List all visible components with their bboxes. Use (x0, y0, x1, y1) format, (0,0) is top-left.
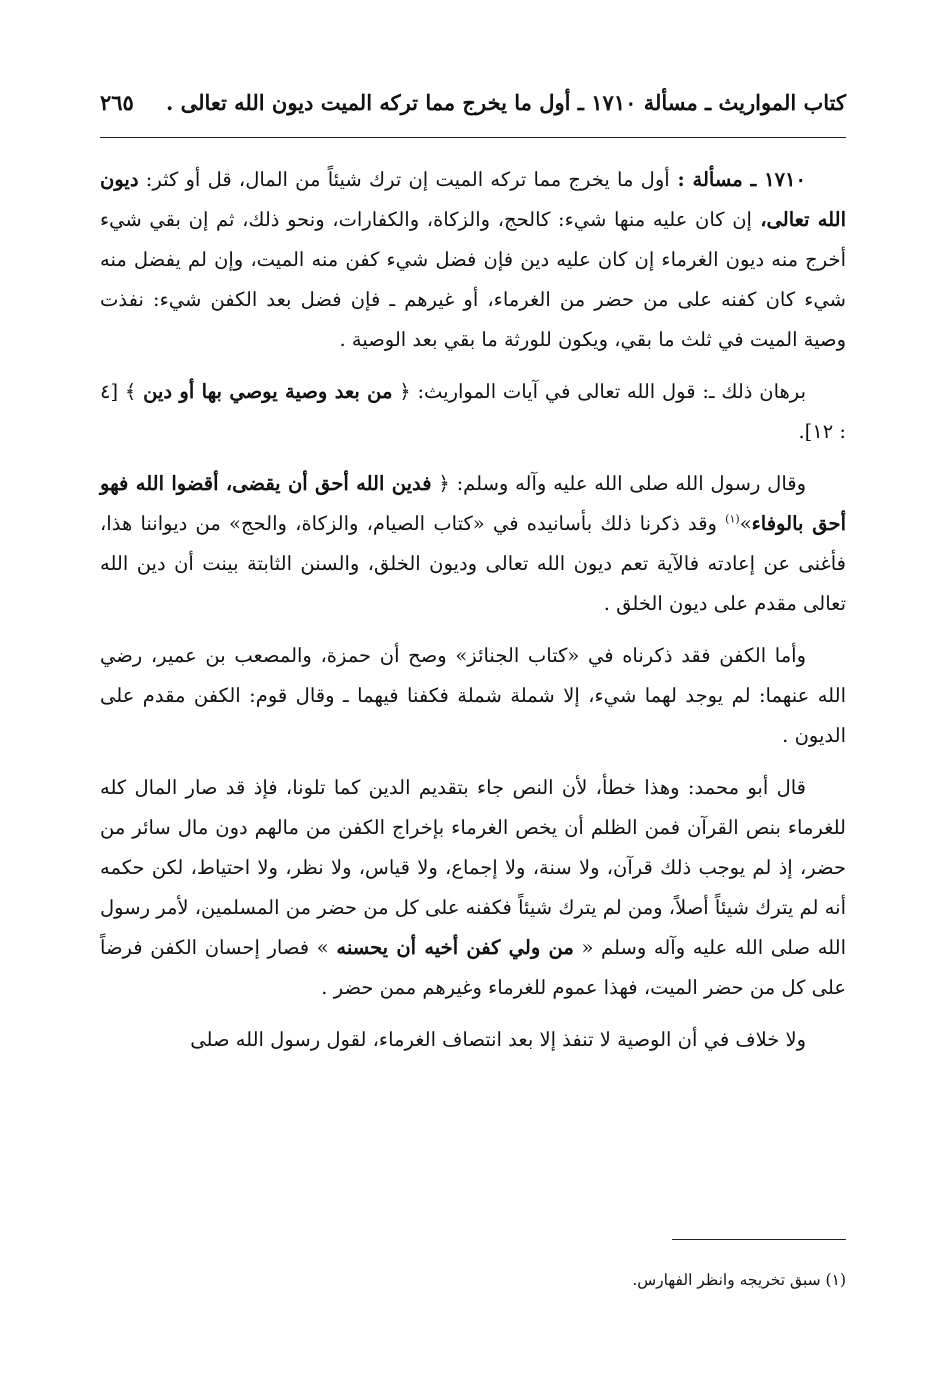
text-run: وقد ذكرنا ذلك بأسانيده في «كتاب الصيام، والزكاة، والحج» من ديواننا هذا، فأغنى عن إعادته فالآية تعم ديون الله تعالى وديون الخلق، والسنن الثابتة بينت أن دين الله تعالى مقدم على ديون الخلق . (100, 512, 846, 615)
bold-text: ديون الله تعالى، (100, 168, 846, 231)
text-run: ثم إن بقي شيء أخرج منه ديون الغرماء إن كان عليه دين فإن فضل شيء كفن منه الميت، وإن لم يفضل منه شيء كان كفنه على من حضر من الغرماء، أو غيرهم ـ فإن فضل بعد الكفن شيء: نفذت وصية الميت في ثلث ما بقي، ويكون للورثة ما بقي بعد الوصية . (100, 208, 846, 351)
footnote-reference: (١) (725, 512, 740, 526)
text-run: وقال رسول الله صلى الله عليه وآله وسلم: ﴿ (431, 472, 806, 495)
text-run: » فصار إحسان الكفن فرضاً على كل من حضر الميت، فهذا عموم للغرماء وغيرهم ممن حضر . (100, 936, 846, 999)
bold-text: من بعد وصية يوصي بها أو دين (143, 380, 393, 403)
page-header (100, 84, 846, 124)
text-run: قال أبو محمد: وهذا خطأ، لأن النص جاء بتقديم الدين كما تلونا، فإذ قد صار المال كله للغرماء بنص القرآن فمن الظلم أن يخص الغرماء بإخراج الكفن من مالهم دون مال سائر من حضر، إذ لم يوجب ذلك قرآن، ولا سنة، ولا إجماع، ولا قياس، ولا نظر، ولا احتياط، لكن حكمه أنه لم يترك شيئاً أصلاً، ومن لم يترك شيئاً فكفنه على كل من حضر من المسلمين، لأمر رسول الله صلى الله عليه وآله وسلم « (100, 776, 846, 959)
footnote: (١) سبق تخريجه وانظر الفهارس. (632, 1271, 846, 1289)
text-run: ﴾ [٤ : ١٢]. (100, 380, 846, 443)
body-paragraph (100, 1020, 846, 1060)
text-run: برهان ذلك ـ: قول الله تعالى في آيات المواريث: ﴿ (392, 380, 806, 403)
running-title: كتاب المواريث ـ مسألة ١٧١٠ ـ أول ما يخرج مما تركه الميت ديون الله تعالى . (165, 90, 846, 115)
text-run: وأما الكفن فقد ذكرناه في «كتاب الجنائز» وصح أن حمزة، والمصعب بن عمير، رضي الله عنهما: لم يوجد لهما شيء، إلا شملة شملة فكفنا فيهما ـ وقال قوم: الكفن مقدم على الديون . (100, 644, 846, 747)
text-run: إن كان عليه منها شيء: كالحج، والزكاة، والكفارات، ونحو ذلك، (234, 208, 752, 231)
body-paragraph (100, 768, 846, 1008)
body-paragraph (100, 160, 846, 360)
bold-text: من ولي كفن أخيه أن يحسنه (336, 936, 574, 959)
bold-text: ١٧١٠ ـ مسألة : (669, 168, 806, 191)
body-paragraph (100, 464, 846, 624)
text-run: أول ما يخرج مما تركه الميت إن ترك شيئاً من المال، قل أو كثر: (138, 168, 670, 191)
page-body (100, 160, 846, 1072)
bold-text: فدين الله أحق أن يقضى، أقضوا الله فهو أحق بالوفاء (100, 472, 846, 535)
footnote-rule (672, 1239, 846, 1240)
text-run: ولا خلاف في أن الوصية لا تنفذ إلا بعد انتصاف الغرماء، لقول رسول الله صلى (190, 1028, 806, 1051)
body-paragraph (100, 372, 846, 452)
body-paragraph (100, 636, 846, 756)
page-number: ٢٦٥ (100, 90, 134, 115)
text-run: » (739, 512, 752, 535)
header-rule (100, 137, 846, 138)
